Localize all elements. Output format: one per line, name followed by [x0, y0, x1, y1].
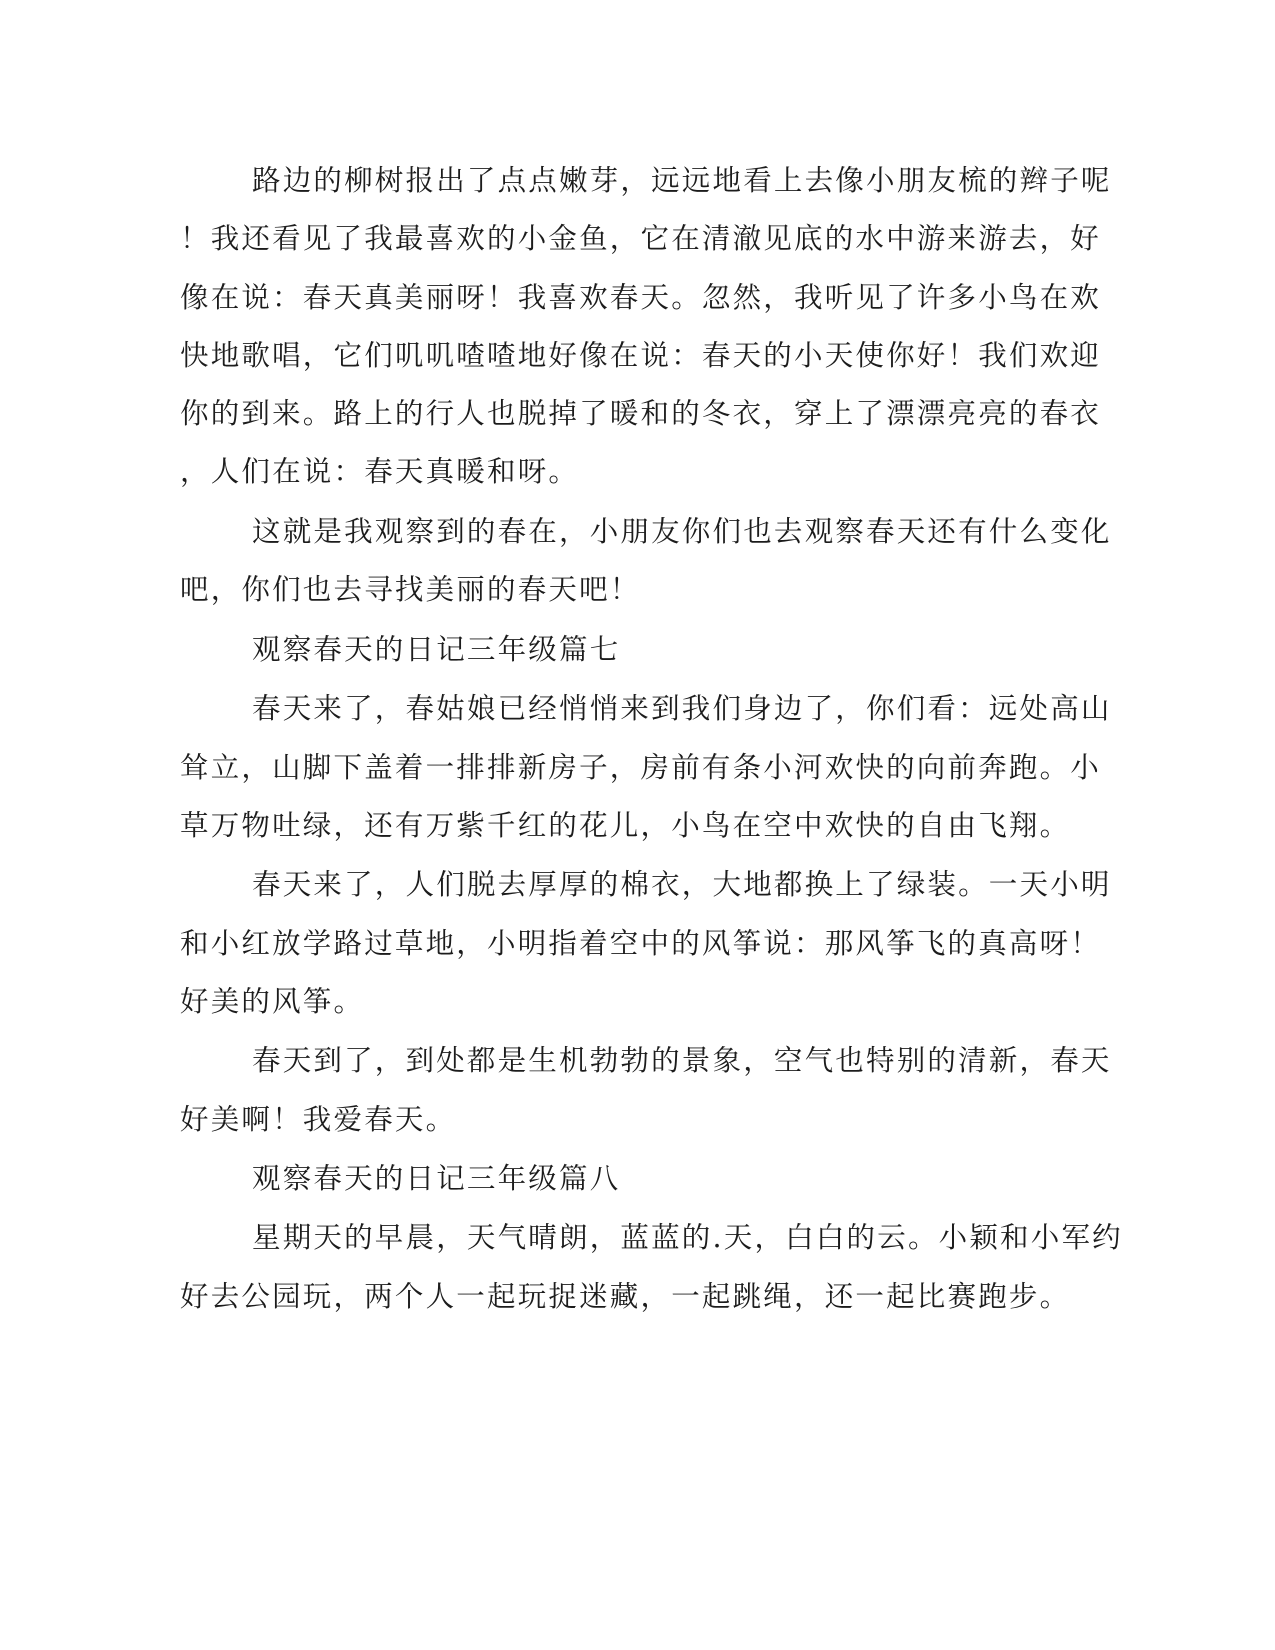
paragraph-line: 春天来了，春姑娘已经悄悄来到我们身边了，你们看：远处高山: [252, 692, 1112, 725]
paragraph-line: 星期天的早晨，天气晴朗，蓝蓝的.天，白白的云。小颖和小军约: [252, 1221, 1123, 1254]
paragraph-line: 像在说：春天真美丽呀！我喜欢春天。忽然，我听见了许多小鸟在欢: [180, 281, 1102, 314]
paragraph-line: 好美的风筝。: [180, 985, 365, 1018]
paragraph-line: 春天到了，到处都是生机勃勃的景象，空气也特别的清新，春天: [252, 1044, 1112, 1077]
paragraph-line: 好去公园玩，两个人一起玩捉迷藏，一起跳绳，还一起比赛跑步。: [180, 1280, 1071, 1313]
section-heading: 观察春天的日记三年级篇八: [252, 1162, 621, 1195]
paragraph-line: 好美啊！我爱春天。: [180, 1103, 457, 1136]
paragraph-line: ！我还看见了我最喜欢的小金鱼，它在清澈见底的水中游来游去，好: [180, 222, 1102, 255]
paragraph-line: 草万物吐绿，还有万紫千红的花儿，小鸟在空中欢快的自由飞翔。: [180, 809, 1071, 842]
paragraph-line: 耸立，山脚下盖着一排排新房子，房前有条小河欢快的向前奔跑。小: [180, 751, 1102, 784]
paragraph-line: 春天来了，人们脱去厚厚的棉衣，大地都换上了绿装。一天小明: [252, 868, 1112, 901]
paragraph-line: 这就是我观察到的春在，小朋友你们也去观察春天还有什么变化: [252, 515, 1112, 548]
paragraph-line: 和小红放学路过草地，小明指着空中的风筝说：那风筝飞的真高呀！: [180, 927, 1102, 960]
paragraph-line: ，人们在说：春天真暖和呀。: [180, 455, 580, 488]
paragraph-line: 你的到来。路上的行人也脱掉了暖和的冬衣，穿上了漂漂亮亮的春衣: [180, 397, 1102, 430]
paragraph-line: 吧，你们也去寻找美丽的春天吧！: [180, 573, 641, 606]
section-heading: 观察春天的日记三年级篇七: [252, 633, 621, 666]
paragraph-line: 快地歌唱，它们叽叽喳喳地好像在说：春天的小天使你好！我们欢迎: [180, 339, 1102, 372]
paragraph-line: 路边的柳树报出了点点嫩芽，远远地看上去像小朋友梳的辫子呢: [252, 164, 1112, 197]
